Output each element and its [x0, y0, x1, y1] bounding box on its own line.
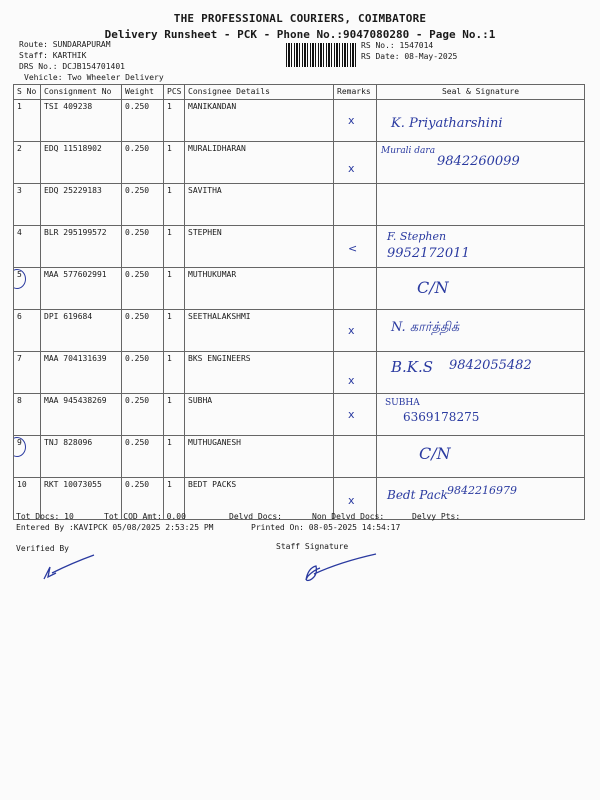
pcs-cell: 1	[164, 394, 185, 436]
table-row	[14, 142, 585, 184]
consignee-cell: MANIKANDAN	[185, 100, 334, 142]
table-row	[14, 310, 585, 352]
signature-cell	[377, 436, 585, 478]
table-row	[14, 478, 585, 520]
pcs-cell: 1	[164, 436, 185, 478]
table-row	[14, 226, 585, 268]
consignment-no-cell: MAA 704131639	[41, 352, 122, 394]
weight-cell: 0.250	[122, 436, 164, 478]
col-pcs: PCS	[164, 85, 185, 100]
sno-cell: 1	[14, 100, 41, 142]
sno-cell: 3	[14, 184, 41, 226]
pcs-cell: 1	[164, 100, 185, 142]
remarks-cell	[334, 436, 377, 478]
col-weight: Weight	[122, 85, 164, 100]
delivered-docs: Delvd Docs:	[229, 512, 282, 521]
table-row	[14, 436, 585, 478]
table-row	[14, 268, 585, 310]
sno-cell: 5	[14, 268, 41, 310]
table-body	[14, 100, 585, 520]
remark-mark: <	[348, 242, 358, 255]
consignment-no-cell: TNJ 828096	[41, 436, 122, 478]
consignment-no-cell: EDQ 11518902	[41, 142, 122, 184]
handwritten-signature: C/N	[419, 444, 451, 463]
remarks-cell	[334, 184, 377, 226]
pcs-cell: 1	[164, 310, 185, 352]
table-row	[14, 352, 585, 394]
handwritten-phone: 9842055482	[449, 358, 532, 373]
remark-mark: x	[348, 162, 355, 175]
remark-mark: x	[348, 408, 355, 421]
sno-cell: 6	[14, 310, 41, 352]
pcs-cell: 1	[164, 268, 185, 310]
col-signature: Seal & Signature	[377, 85, 585, 100]
signature-cell	[377, 100, 585, 142]
handwritten-signature: F. Stephen	[387, 230, 447, 243]
table-row	[14, 184, 585, 226]
consignee-cell: SEETHALAKSHMI	[185, 310, 334, 352]
pcs-cell: 1	[164, 352, 185, 394]
sno-cell: 8	[14, 394, 41, 436]
table-row	[14, 394, 585, 436]
consignee-cell: STEPHEN	[185, 226, 334, 268]
signature-cell	[377, 268, 585, 310]
rs-number: RS No.: 1547014	[361, 41, 434, 50]
consignee-cell: MURALIDHARAN	[185, 142, 334, 184]
handwritten-phone: 6369178275	[403, 410, 480, 424]
table-row	[14, 100, 585, 142]
signature-cell	[377, 184, 585, 226]
runsheet-table	[13, 84, 585, 520]
remark-mark: x	[348, 324, 355, 337]
weight-cell: 0.250	[122, 100, 164, 142]
remark-mark: x	[348, 114, 355, 127]
consignment-no-cell: EDQ 25229183	[41, 184, 122, 226]
signature-cell	[377, 352, 585, 394]
weight-cell: 0.250	[122, 310, 164, 352]
remarks-cell	[334, 310, 377, 352]
remark-mark: x	[348, 494, 355, 507]
pcs-cell: 1	[164, 142, 185, 184]
weight-cell: 0.250	[122, 184, 164, 226]
drs-number: DRS No.: DCJB154701401	[19, 62, 125, 71]
vehicle-label: Vehicle: Two Wheeler Delivery	[24, 73, 164, 82]
col-remarks: Remarks	[334, 85, 377, 100]
signature-cell	[377, 394, 585, 436]
total-cod-amount: Tot COD Amt: 0.00	[104, 512, 186, 521]
handwritten-phone: 9842260099	[437, 154, 520, 169]
handwritten-signature: C/N	[417, 278, 449, 297]
remarks-cell	[334, 268, 377, 310]
consignment-no-cell: TSI 409238	[41, 100, 122, 142]
non-delivered-docs: Non Delvd Docs:	[312, 512, 385, 521]
route-label: Route: SUNDARAPURAM	[19, 40, 111, 49]
sno-cell: 2	[14, 142, 41, 184]
consignee-cell: SAVITHA	[185, 184, 334, 226]
sno-cell: 10	[14, 478, 41, 520]
barcode-icon	[286, 43, 356, 67]
runsheet-title: Delivery Runsheet - PCK - Phone No.:9047080280 - Page No.:1	[104, 28, 496, 41]
delivery-points: Delvy Pts:	[412, 512, 461, 521]
consignment-no-cell: BLR 295199572	[41, 226, 122, 268]
remarks-cell	[334, 394, 377, 436]
consignee-cell: BEDT PACKS	[185, 478, 334, 520]
col-consignee: Consignee Details	[185, 85, 334, 100]
table-header-row	[14, 85, 585, 100]
staff-label: Staff: KARTHIK	[19, 51, 87, 60]
circle-mark	[14, 437, 27, 457]
sno-cell: 7	[14, 352, 41, 394]
weight-cell: 0.250	[122, 352, 164, 394]
consignment-no-cell: MAA 945438269	[41, 394, 122, 436]
handwritten-signature: N. கார்த்திக்	[391, 320, 460, 335]
remarks-cell	[334, 142, 377, 184]
col-sno: S No	[14, 85, 41, 100]
signature-cell	[377, 478, 585, 520]
signature-cell	[377, 310, 585, 352]
weight-cell: 0.250	[122, 142, 164, 184]
verified-by-label: Verified By	[16, 544, 69, 553]
staff-signature-label: Staff Signature	[276, 542, 349, 551]
remarks-cell	[334, 100, 377, 142]
remark-mark: x	[348, 374, 355, 387]
printed-on: Printed On: 08-05-2025 14:54:17	[251, 523, 401, 532]
handwritten-signature: B.K.S	[391, 358, 434, 376]
consignment-no-cell: RKT 10073055	[41, 478, 122, 520]
sno-cell: 9	[14, 436, 41, 478]
pcs-cell: 1	[164, 184, 185, 226]
handwritten-signature: K. Priyatharshini	[391, 116, 503, 131]
pcs-cell: 1	[164, 478, 185, 520]
circle-mark	[14, 269, 27, 289]
consignee-cell: BKS ENGINEERS	[185, 352, 334, 394]
handwritten-signature: Bedt Pack	[387, 488, 448, 502]
sno-cell: 4	[14, 226, 41, 268]
handwritten-phone: 9952172011	[387, 246, 470, 261]
verifier-signature-mark	[38, 553, 98, 587]
company-title: THE PROFESSIONAL COURIERS, COIMBATORE	[173, 12, 427, 25]
weight-cell: 0.250	[122, 394, 164, 436]
consignee-cell: SUBHA	[185, 394, 334, 436]
staff-signature-mark	[300, 552, 380, 588]
consignee-cell: MUTHUKUMAR	[185, 268, 334, 310]
pcs-cell: 1	[164, 226, 185, 268]
remarks-cell	[334, 226, 377, 268]
rs-date: RS Date: 08-May-2025	[361, 52, 458, 61]
entered-by: Entered By :KAVIPCK 05/08/2025 2:53:25 PM	[16, 523, 214, 532]
weight-cell: 0.250	[122, 226, 164, 268]
consignee-cell: MUTHUGANESH	[185, 436, 334, 478]
signature-cell	[377, 226, 585, 268]
signature-cell	[377, 142, 585, 184]
remarks-cell	[334, 352, 377, 394]
handwritten-signature: Murali dara	[381, 146, 436, 156]
handwritten-signature: SUBHA	[385, 398, 420, 408]
weight-cell: 0.250	[122, 478, 164, 520]
weight-cell: 0.250	[122, 268, 164, 310]
handwritten-phone: 9842216979	[447, 484, 517, 497]
consignment-no-cell: MAA 577602991	[41, 268, 122, 310]
consignment-no-cell: DPI 619684	[41, 310, 122, 352]
total-docs: Tot Docs: 10	[16, 512, 74, 521]
col-consignment: Consignment No	[41, 85, 122, 100]
